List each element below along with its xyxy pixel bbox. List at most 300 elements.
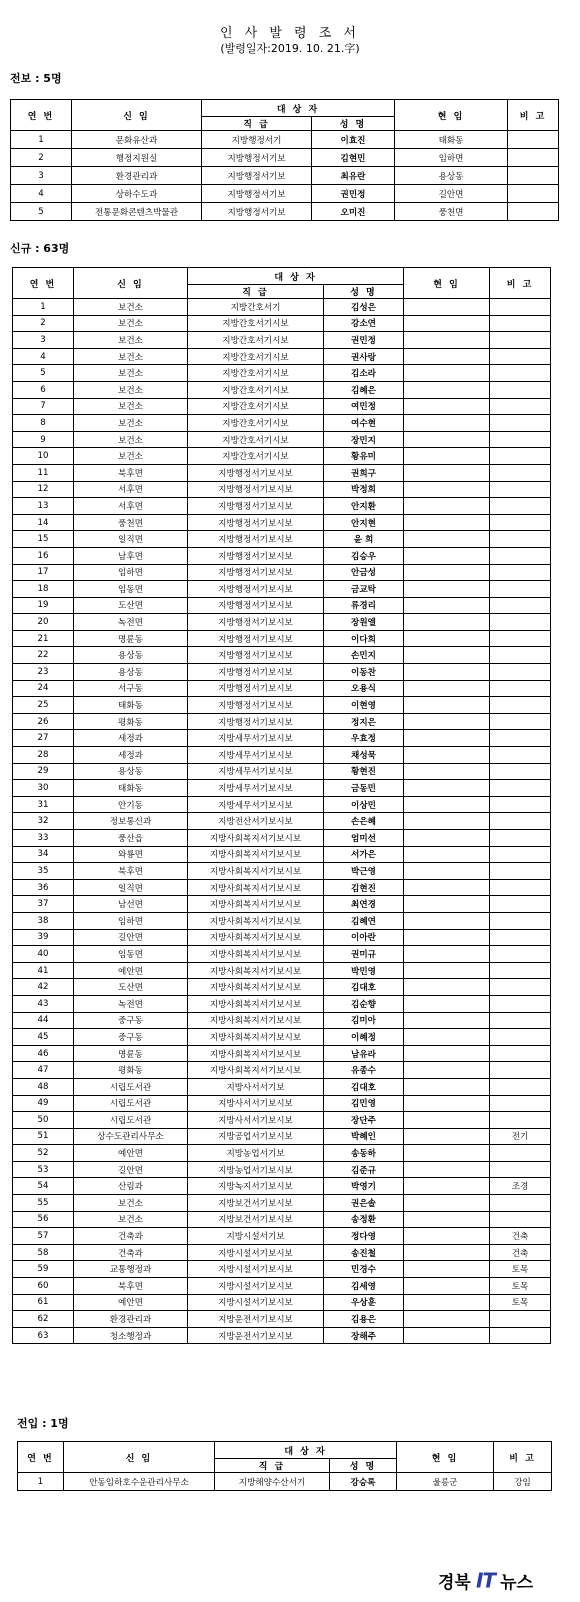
cell-note [490, 929, 551, 946]
cell-name: 최연경 [324, 896, 404, 913]
cell-new-post: 일직면 [74, 879, 188, 896]
cell-note [490, 1145, 551, 1162]
cell-rank: 지방간호서기시보 [188, 381, 324, 398]
cell-new-post: 평화동 [74, 713, 188, 730]
document-title: 인 사 발 령 조 서 [219, 26, 360, 41]
cell-new-post: 보건소 [74, 332, 188, 349]
cell-note [490, 315, 551, 332]
cell-name: 김현진 [324, 879, 404, 896]
cell-note: 전기 [490, 1128, 551, 1145]
cell-no: 23 [13, 664, 74, 681]
cell-rank: 지방행정서기 [202, 131, 312, 149]
header-name: 성 명 [312, 117, 395, 131]
cell-new-post: 안기동 [74, 796, 188, 813]
cell-note [490, 946, 551, 963]
cell-name: 이혜정 [324, 1029, 404, 1046]
cell-rank: 지방행정서기보시보 [188, 647, 324, 664]
table-row [13, 365, 551, 382]
cell-current [404, 514, 490, 531]
cell-note [490, 830, 551, 847]
cell-new-post: 보건소 [74, 365, 188, 382]
cell-note [490, 1112, 551, 1129]
cell-name: 박정희 [324, 481, 404, 498]
cell-name: 안금성 [324, 564, 404, 581]
cell-name: 김미아 [324, 1012, 404, 1029]
cell-rank: 지방행정서기보시보 [188, 581, 324, 598]
cell-current [404, 747, 490, 764]
cell-rank: 지방행정서기보시보 [188, 713, 324, 730]
cell-new-post: 보건소 [74, 381, 188, 398]
cell-new-post: 보건소 [74, 415, 188, 432]
cell-rank: 지방해양수산서기 [215, 1473, 330, 1491]
cell-note [490, 995, 551, 1012]
table-row [13, 1029, 551, 1046]
cell-new-post: 도산면 [74, 979, 188, 996]
table-row [13, 1145, 551, 1162]
cell-new-post: 행정지원실 [72, 149, 202, 167]
cell-current [404, 481, 490, 498]
cell-name: 권희구 [324, 464, 404, 481]
cell-new-post: 보건소 [74, 1211, 188, 1228]
cell-current [404, 365, 490, 382]
header-new-post: 신 임 [72, 100, 202, 131]
table-row [13, 464, 551, 481]
header-rank: 직 급 [202, 117, 312, 131]
cell-name: 채성묵 [324, 747, 404, 764]
table-row [13, 597, 551, 614]
cell-current [404, 1095, 490, 1112]
cell-rank: 지방간호서기 [188, 299, 324, 316]
cell-new-post: 길안면 [74, 1161, 188, 1178]
cell-current [404, 1062, 490, 1079]
cell-rank: 지방간호서기시보 [188, 415, 324, 432]
table-row [13, 1278, 551, 1295]
cell-new-post: 녹전면 [74, 995, 188, 1012]
cell-current [404, 647, 490, 664]
cell-name: 김승우 [324, 547, 404, 564]
cell-name: 정지은 [324, 713, 404, 730]
cell-new-post: 태화동 [74, 697, 188, 714]
cell-note [490, 547, 551, 564]
cell-note [490, 415, 551, 432]
table-row [13, 1228, 551, 1245]
cell-new-post: 임하면 [74, 912, 188, 929]
cell-new-post: 풍천면 [74, 514, 188, 531]
cell-current [404, 348, 490, 365]
table-row [13, 713, 551, 730]
cell-current [404, 1261, 490, 1278]
cell-current [404, 1078, 490, 1095]
header-current: 현 임 [397, 1442, 494, 1473]
cell-current: 용상동 [395, 167, 508, 185]
cell-no: 25 [13, 697, 74, 714]
cell-name: 정다영 [324, 1228, 404, 1245]
cell-no: 39 [13, 929, 74, 946]
header-no: 연 번 [11, 100, 72, 131]
cell-rank: 지방행정서기보 [202, 185, 312, 203]
cell-current [404, 564, 490, 581]
cell-rank: 지방간호서기시보 [188, 348, 324, 365]
cell-no: 45 [13, 1029, 74, 1046]
cell-no: 49 [13, 1095, 74, 1112]
table-row [13, 747, 551, 764]
table-row [13, 946, 551, 963]
cell-new-post: 산림과 [74, 1178, 188, 1195]
cell-no: 1 [13, 299, 74, 316]
logo-text-gyeongbuk: 경북 [438, 1573, 471, 1593]
cell-new-post: 풍산읍 [74, 830, 188, 847]
cell-no: 22 [13, 647, 74, 664]
logo-text-news: 뉴스 [500, 1573, 533, 1593]
cell-note [490, 1327, 551, 1344]
cell-note [490, 398, 551, 415]
cell-note [490, 1195, 551, 1212]
cell-note [490, 1012, 551, 1029]
cell-new-post: 용상동 [74, 763, 188, 780]
cell-rank: 지방행정서기보시보 [188, 498, 324, 515]
cell-no: 4 [13, 348, 74, 365]
cell-note [490, 614, 551, 631]
cell-rank: 지방간호서기시보 [188, 398, 324, 415]
cell-no: 24 [13, 680, 74, 697]
cell-current [404, 946, 490, 963]
cell-rank: 지방행정서기보시보 [188, 597, 324, 614]
cell-no: 3 [13, 332, 74, 349]
cell-new-post: 환경관리과 [72, 167, 202, 185]
cell-name: 권은솔 [324, 1195, 404, 1212]
cell-current [404, 1211, 490, 1228]
cell-name: 김현민 [312, 149, 395, 167]
cell-name: 오용식 [324, 680, 404, 697]
cell-note [490, 464, 551, 481]
table-row [13, 1161, 551, 1178]
cell-rank: 지방세무서기보시보 [188, 747, 324, 764]
cell-note [490, 481, 551, 498]
cell-name: 이다희 [324, 630, 404, 647]
cell-new-post: 상하수도과 [72, 185, 202, 203]
cell-current: 임하면 [395, 149, 508, 167]
header-rank: 직 급 [215, 1459, 330, 1473]
cell-no: 13 [13, 498, 74, 515]
cell-no: 11 [13, 464, 74, 481]
cell-no: 52 [13, 1145, 74, 1162]
cell-current [404, 1161, 490, 1178]
cell-no: 12 [13, 481, 74, 498]
cell-rank: 지방행정서기보 [202, 167, 312, 185]
cell-new-post: 정보통신과 [74, 813, 188, 830]
header-rank: 직 급 [188, 285, 324, 299]
cell-name: 강소연 [324, 315, 404, 332]
cell-current [404, 498, 490, 515]
cell-no: 19 [13, 597, 74, 614]
section-label-transfer: 전보 : 5명 [10, 72, 62, 85]
cell-name: 이현영 [324, 697, 404, 714]
cell-new-post: 세정과 [74, 730, 188, 747]
cell-current [404, 979, 490, 996]
cell-no: 36 [13, 879, 74, 896]
cell-rank: 지방농업서기보 [188, 1145, 324, 1162]
cell-no: 18 [13, 581, 74, 598]
cell-new-post: 보건소 [74, 348, 188, 365]
cell-current [404, 332, 490, 349]
cell-new-post: 북후면 [74, 1278, 188, 1295]
cell-new-post: 용상동 [74, 647, 188, 664]
header-target: 대 상 자 [215, 1442, 397, 1459]
cell-current [404, 630, 490, 647]
cell-rank: 지방사회복지서기보시보 [188, 912, 324, 929]
table-row [13, 531, 551, 548]
header-new-post: 신 임 [74, 268, 188, 299]
header-current: 현 임 [395, 100, 508, 131]
cell-no: 4 [11, 185, 72, 203]
cell-current [404, 697, 490, 714]
table-row [11, 185, 559, 203]
cell-new-post: 보건소 [74, 448, 188, 465]
cell-no: 59 [13, 1261, 74, 1278]
cell-no: 56 [13, 1211, 74, 1228]
cell-new-post: 보건소 [74, 431, 188, 448]
table-row [13, 381, 551, 398]
table-row [18, 1473, 552, 1491]
cell-name: 유종수 [324, 1062, 404, 1079]
cell-note [490, 348, 551, 365]
cell-current [404, 830, 490, 847]
cell-no: 6 [13, 381, 74, 398]
cell-name: 여수현 [324, 415, 404, 432]
cell-note: 건축 [490, 1244, 551, 1261]
cell-new-post: 서후면 [74, 498, 188, 515]
cell-rank: 지방사회복지서기보시보 [188, 1012, 324, 1029]
cell-new-post: 남선면 [74, 896, 188, 913]
cell-note [490, 514, 551, 531]
cell-no: 37 [13, 896, 74, 913]
cell-rank: 지방행정서기보시보 [188, 614, 324, 631]
cell-new-post: 보건소 [74, 315, 188, 332]
cell-name: 남유라 [324, 1045, 404, 1062]
cell-no: 5 [13, 365, 74, 382]
table-row [13, 962, 551, 979]
cell-rank: 지방행정서기보시보 [188, 531, 324, 548]
cell-rank: 지방행정서기보 [202, 149, 312, 167]
header-current: 현 임 [404, 268, 490, 299]
cell-no: 54 [13, 1178, 74, 1195]
cell-no: 5 [11, 203, 72, 221]
table-row [13, 581, 551, 598]
transfer-table [10, 99, 559, 221]
cell-current [404, 448, 490, 465]
table-row [13, 1311, 551, 1328]
cell-rank: 지방사회복지서기보시보 [188, 1062, 324, 1079]
cell-note [490, 763, 551, 780]
header-note: 비 고 [508, 100, 559, 131]
cell-rank: 지방행정서기보시보 [188, 697, 324, 714]
table-row [13, 929, 551, 946]
cell-rank: 지방보건서기보시보 [188, 1195, 324, 1212]
header-note: 비 고 [490, 268, 551, 299]
cell-note [490, 630, 551, 647]
cell-no: 47 [13, 1062, 74, 1079]
cell-current [404, 664, 490, 681]
cell-new-post: 시립도서관 [74, 1078, 188, 1095]
cell-current [404, 1311, 490, 1328]
cell-rank: 지방사회복지서기보시보 [188, 846, 324, 863]
cell-note [490, 680, 551, 697]
cell-new-post: 중구동 [74, 1012, 188, 1029]
cell-note [490, 796, 551, 813]
cell-note [490, 332, 551, 349]
cell-note [490, 431, 551, 448]
header-name: 성 명 [330, 1459, 397, 1473]
cell-new-post: 임동면 [74, 581, 188, 598]
cell-note [490, 365, 551, 382]
news-logo [438, 1568, 533, 1594]
table-row [13, 1112, 551, 1129]
cell-note [508, 203, 559, 221]
cell-rank: 지방시설서기보시보 [188, 1294, 324, 1311]
cell-new-post: 시립도서관 [74, 1095, 188, 1112]
cell-new-post: 세정과 [74, 747, 188, 764]
cell-new-post: 예안면 [74, 1145, 188, 1162]
cell-name: 강승록 [330, 1473, 397, 1491]
cell-rank: 지방운전서기보시보 [188, 1327, 324, 1344]
cell-no: 21 [13, 630, 74, 647]
cell-note [490, 780, 551, 797]
cell-current: 태화동 [395, 131, 508, 149]
cell-name: 이아란 [324, 929, 404, 946]
cell-name: 김준규 [324, 1161, 404, 1178]
cell-no: 8 [13, 415, 74, 432]
cell-rank: 지방세무서기보시보 [188, 796, 324, 813]
cell-no: 55 [13, 1195, 74, 1212]
cell-no: 51 [13, 1128, 74, 1145]
cell-name: 김대호 [324, 1078, 404, 1095]
header-new-post: 신 임 [64, 1442, 215, 1473]
table-row [13, 398, 551, 415]
cell-no: 16 [13, 547, 74, 564]
cell-name: 권사랑 [324, 348, 404, 365]
header-no: 연 번 [13, 268, 74, 299]
cell-note: 강임 [494, 1473, 552, 1491]
cell-note [490, 813, 551, 830]
cell-no: 61 [13, 1294, 74, 1311]
cell-rank: 지방사회복지서기보시보 [188, 962, 324, 979]
cell-no: 38 [13, 912, 74, 929]
table-row [13, 912, 551, 929]
cell-name: 금교탁 [324, 581, 404, 598]
table-row [13, 830, 551, 847]
cell-current [404, 796, 490, 813]
cell-name: 박민영 [324, 962, 404, 979]
cell-new-post: 보건소 [74, 398, 188, 415]
cell-current [404, 713, 490, 730]
document-subtitle: (발령일자:2019. 10. 21.字) [220, 42, 360, 55]
cell-name: 류경리 [324, 597, 404, 614]
cell-name: 이상민 [324, 796, 404, 813]
cell-current [404, 680, 490, 697]
cell-new-post: 북후면 [74, 863, 188, 880]
table-row [13, 1195, 551, 1212]
cell-rank: 지방간호서기시보 [188, 315, 324, 332]
cell-new-post: 예안면 [74, 962, 188, 979]
cell-name: 박혜인 [324, 1128, 404, 1145]
cell-current [404, 730, 490, 747]
cell-note [490, 531, 551, 548]
cell-rank: 지방행정서기보시보 [188, 680, 324, 697]
cell-name: 송동하 [324, 1145, 404, 1162]
cell-no: 34 [13, 846, 74, 863]
header-name: 성 명 [324, 285, 404, 299]
cell-note: 건축 [490, 1228, 551, 1245]
cell-note [490, 730, 551, 747]
cell-no: 1 [18, 1473, 64, 1491]
new-table [12, 267, 551, 1344]
cell-current [404, 464, 490, 481]
table-row [13, 332, 551, 349]
table-row [13, 979, 551, 996]
cell-name: 권미규 [324, 946, 404, 963]
cell-note [490, 962, 551, 979]
cell-new-post: 일직면 [74, 531, 188, 548]
cell-current [404, 1294, 490, 1311]
table-row [13, 1062, 551, 1079]
cell-name: 장원엘 [324, 614, 404, 631]
cell-note [490, 896, 551, 913]
cell-note [490, 912, 551, 929]
cell-rank: 지방세무서기보시보 [188, 763, 324, 780]
cell-name: 송진철 [324, 1244, 404, 1261]
table-row [13, 547, 551, 564]
cell-new-post: 보건소 [74, 1195, 188, 1212]
cell-new-post: 교통행정과 [74, 1261, 188, 1278]
cell-rank: 지방간호서기시보 [188, 448, 324, 465]
cell-no: 60 [13, 1278, 74, 1295]
cell-note [490, 1078, 551, 1095]
cell-note [490, 564, 551, 581]
cell-current [404, 863, 490, 880]
table-row [13, 614, 551, 631]
cell-current [404, 1327, 490, 1344]
table-row [13, 1012, 551, 1029]
cell-current: 길안면 [395, 185, 508, 203]
cell-new-post: 임하면 [74, 564, 188, 581]
cell-note [490, 1045, 551, 1062]
cell-no: 62 [13, 1311, 74, 1328]
cell-current [404, 763, 490, 780]
cell-rank: 지방행정서기보시보 [188, 630, 324, 647]
cell-rank: 지방행정서기보시보 [188, 664, 324, 681]
cell-note [490, 664, 551, 681]
cell-current [404, 813, 490, 830]
cell-name: 장단주 [324, 1112, 404, 1129]
cell-name: 김성은 [324, 299, 404, 316]
cell-no: 3 [11, 167, 72, 185]
cell-rank: 지방행정서기보 [202, 203, 312, 221]
cell-note: 토목 [490, 1261, 551, 1278]
cell-new-post: 건축과 [74, 1228, 188, 1245]
table-row [13, 1244, 551, 1261]
cell-name: 우상훈 [324, 1294, 404, 1311]
cell-note [490, 1161, 551, 1178]
cell-no: 15 [13, 531, 74, 548]
cell-no: 1 [11, 131, 72, 149]
cell-rank: 지방시설서기보시보 [188, 1261, 324, 1278]
table-row [13, 780, 551, 797]
cell-name: 서가은 [324, 846, 404, 863]
table-row [11, 167, 559, 185]
cell-note [490, 448, 551, 465]
cell-name: 우효정 [324, 730, 404, 747]
table-row [13, 1211, 551, 1228]
